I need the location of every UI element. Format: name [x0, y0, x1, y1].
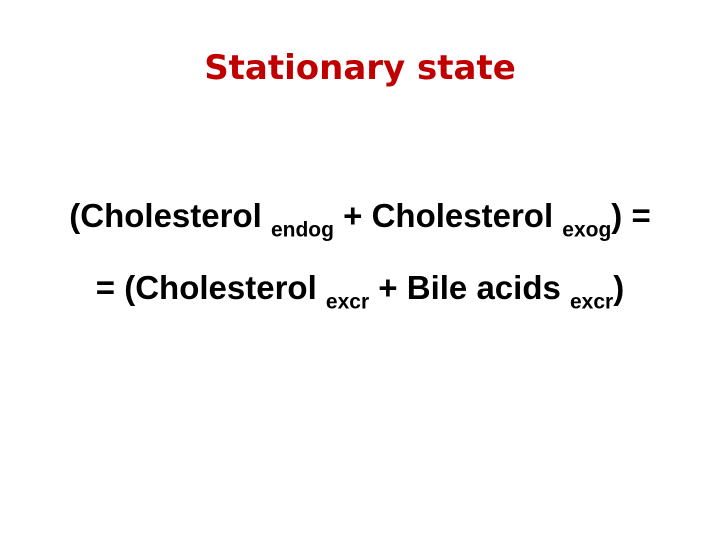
- close-paren-equals: ) =: [611, 197, 651, 234]
- excr-subscript: excr: [570, 290, 614, 314]
- bile-acids-excr-term: Bile acids: [406, 269, 570, 306]
- excr-subscript: excr: [325, 290, 370, 314]
- close-paren: ): [613, 269, 625, 306]
- plus-sign: +: [333, 197, 372, 234]
- cholesterol-exog-term: Cholesterol: [371, 197, 563, 234]
- equation-line-1: [0, 194, 720, 242]
- cholesterol-endog-term: Cholesterol: [80, 197, 271, 234]
- equals-open-paren: = (: [95, 269, 136, 306]
- endog-subscript: endog: [270, 218, 334, 242]
- cholesterol-excr-term: Cholesterol: [135, 269, 326, 306]
- slide-title: Stationary state: [204, 48, 516, 88]
- plus-sign: +: [369, 269, 407, 306]
- open-paren: (: [69, 197, 81, 234]
- exog-subscript: exog: [562, 218, 612, 242]
- equation-line-2: [0, 266, 720, 314]
